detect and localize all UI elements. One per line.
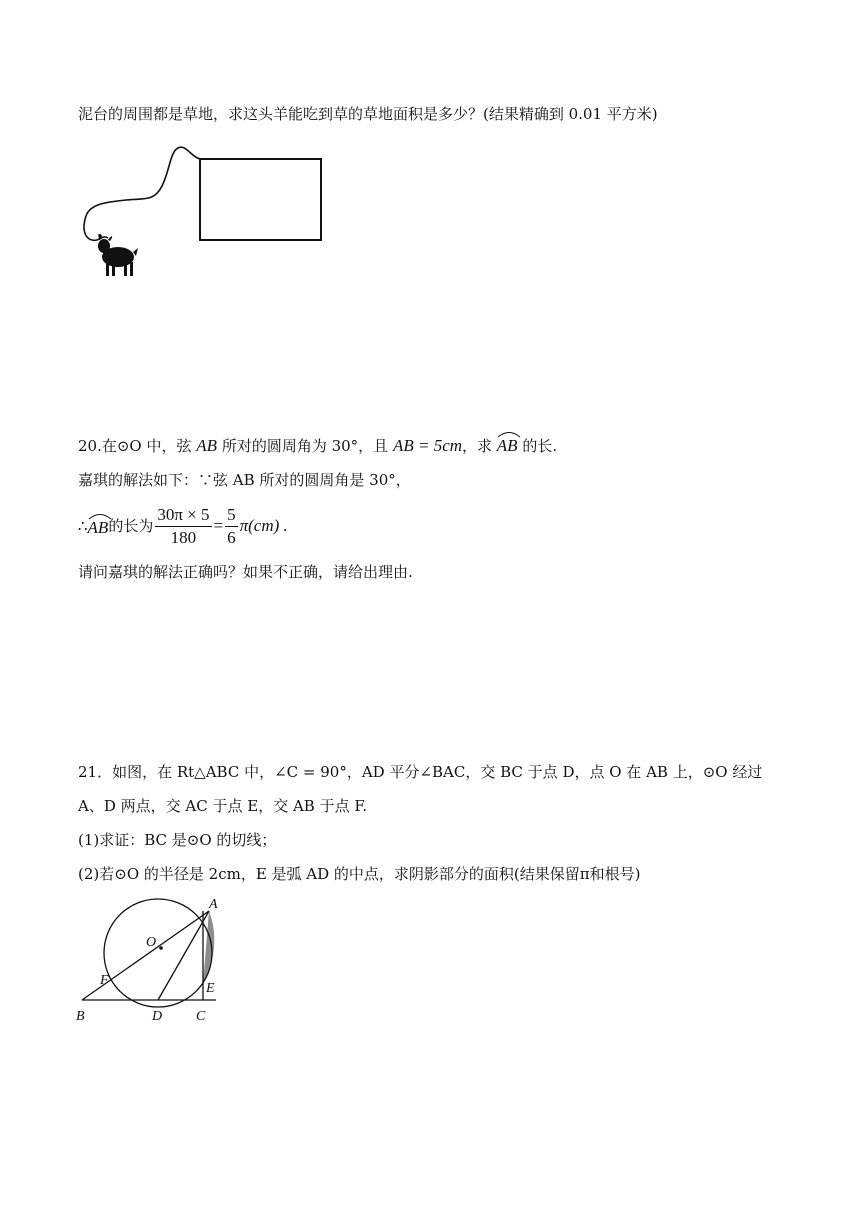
q20-arc-ab: AB [497,432,518,456]
goat-platform-figure [78,140,328,282]
q20-line1-mid2: ，求 [462,437,497,455]
circle-o [104,899,212,1007]
q20-line4: 请问嘉琪的解法正确吗？如果不正确，请给出理由. [78,563,413,581]
arc-symbol-icon [88,512,112,520]
label-a: A [209,897,218,912]
segment-ad [158,911,209,1000]
fraction-2-denominator: 6 [227,527,236,547]
q20-chord-ab: AB [196,436,218,455]
fraction-1 [155,505,211,548]
label-c: C [196,1009,206,1024]
q20-length-text: 的长为 [108,517,154,535]
label-d: D [152,1009,163,1024]
center-point-o [159,946,163,950]
q20-line3 [78,502,288,550]
platform-rectangle [200,159,321,240]
equals-sign: = [213,516,224,535]
q21-line4: (2)若⊙O 的半径是 2cm，E 是弧 AD 的中点，求阴影部分的面积(结果保留π和根号) [78,865,641,883]
fraction-2 [225,505,238,548]
rope-line [84,147,200,240]
q21-line1: 21．如图，在 Rt△ABC 中，∠C = 90°，AD 平分∠BAC，交 BC 于点 D，点 O 在 AB 上，⊙O 经过 [78,763,763,781]
geometry-figure [70,896,230,1026]
q21-line2: A、D 两点，交 AC 于点 E，交 AB 于点 F. [78,797,368,815]
label-e: E [206,981,215,996]
fraction-1-numerator: 30π × 5 [155,505,211,527]
goat-icon [98,234,138,276]
q20-line2: 嘉琪的解法如下：∵弦 AB 所对的圆周角是 30°， [78,471,411,489]
label-f: F [100,973,109,988]
q19-text: 泥台的周围都是草地，求这头羊能吃到草的草地面积是多少？(结果精确到 0.01 平方米) [78,105,658,123]
label-o: O [146,935,157,950]
q20-line1-prefix: 20.在⊙O 中，弦 [78,437,197,455]
q20-ab-length: AB = 5cm [392,436,463,455]
therefore-symbol: ∴ [78,517,88,535]
arc-symbol-icon [497,430,521,438]
fraction-2-numerator: 5 [225,505,238,527]
label-b: B [76,1009,85,1024]
q21-line3: (1)求证：BC 是⊙O 的切线； [78,831,277,849]
q20-line1-mid: 所对的圆周角为 30°，且 [217,437,393,455]
q20-line1 [78,432,557,456]
q20-result-tail: π(cm) . [239,516,288,535]
fraction-1-denominator: 180 [170,527,197,547]
q20-arc-ab-2: AB [88,514,109,538]
q20-line1-suffix: 的长. [517,437,558,455]
